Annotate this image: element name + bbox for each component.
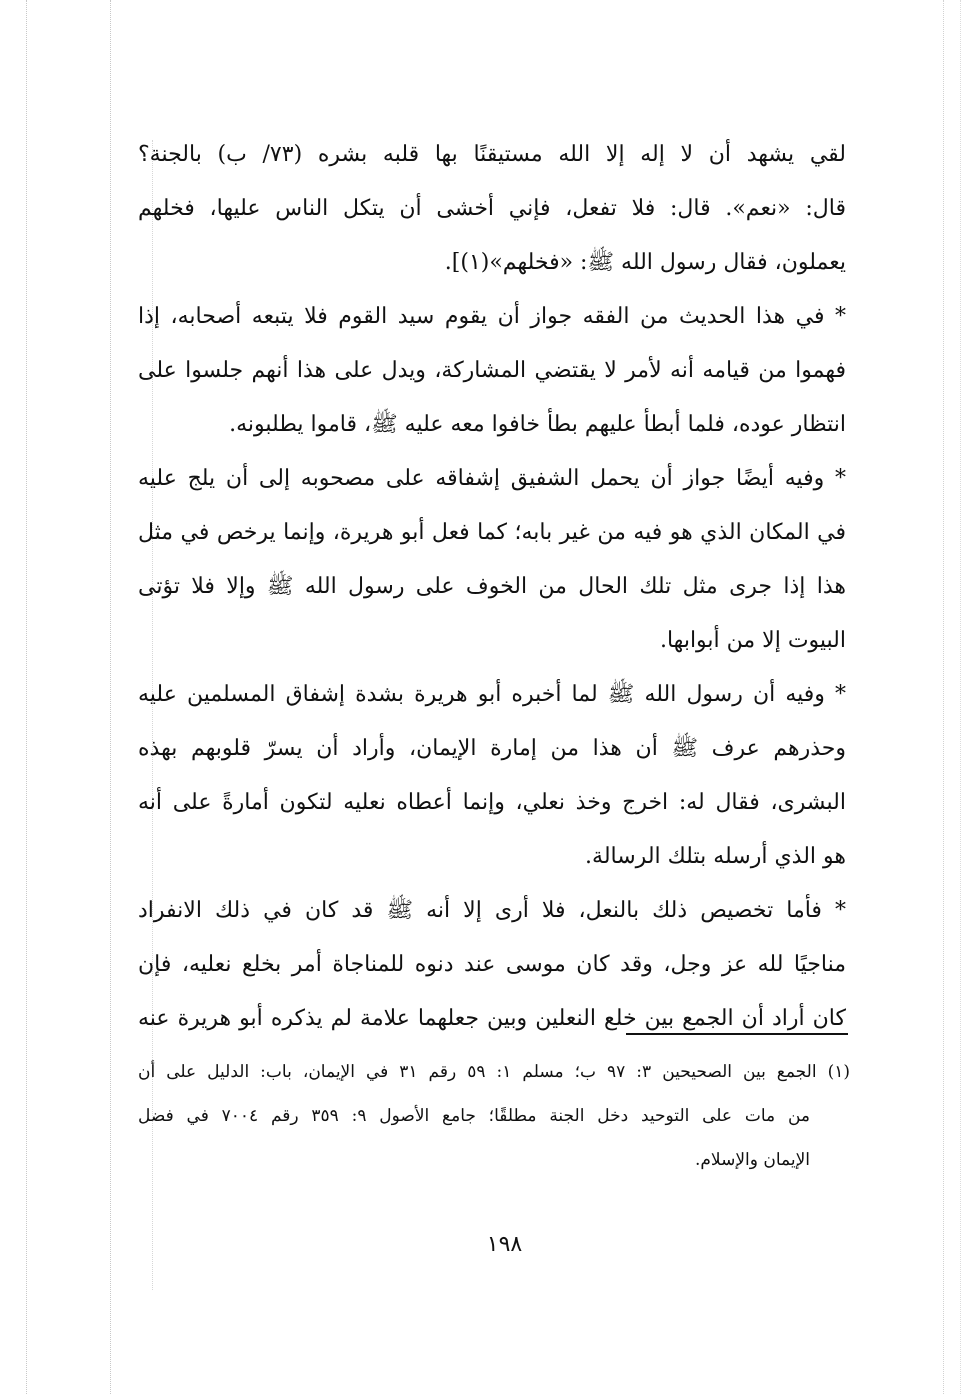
text-line: فهموا من قيامه أنه لأمر لا يقتضي المشاركة، ويدل على هذا أنهم جلسوا على [138, 358, 846, 383]
paragraph-start-line: * وفيه أيضًا جواز أن يحمل الشفيق إشفاقه على مصحوبه إلى أن يلج عليه [138, 466, 846, 491]
footnotes [138, 1050, 850, 1182]
footnote-line: الإيمان والإسلام. [695, 1150, 810, 1170]
text-line: يعملون، فقال رسول الله ﷺ: «فخلهم»(١)]. [444, 250, 846, 275]
text-line: مناجيًا لله عز وجل، وقد كان موسى عند دنوه للمناجاة أمر بخلع نعليه، فإن [138, 952, 847, 977]
scan-artifact-line [110, 0, 111, 1394]
text-line: كان أراد أن الجمع بين خلع النعلين وبين جعلهما علامة لم يذكره أبو هريرة عنه [138, 1006, 846, 1031]
footnote-line: (١) الجمع بين الصحيحين ٣: ٩٧ ب؛ مسلم ١: ٥٩ رقم ٣١ في الإيمان، باب: الدليل على أن [138, 1062, 850, 1082]
footnote-line: من مات على التوحيد دخل الجنة مطلقًا؛ جامع الأصول ٩: ٣٥٩ رقم ٧٠٠٤ في فضل [138, 1106, 810, 1126]
scan-artifact-line [960, 0, 961, 1394]
paragraph-start-line: * فأما تخصيص ذلك بالنعل، فلا أرى إلا أنه ﷺ قد كان في ذلك الانفراد [138, 898, 846, 923]
paragraph-start-line: * وفيه أن رسول الله ﷺ لما أخبره أبو هريرة بشدة إشفاق المسلمين عليه [138, 682, 847, 707]
text-line: البشرى، فقال له: اخرج وخذ نعلي، وإنما أعطاه نعليه لتكون أمارةً على أنه [138, 790, 846, 815]
text-line: لقي يشهد أن لا إله إلا الله مستيقنًا بها قلبه بشره (٧٣/ ب) بالجنة؟ [138, 142, 846, 167]
text-line: انتظار عوده، فلما أبطأ عليهم بطأ خافوا معه عليه ﷺ، قاموا يطلبونه. [229, 412, 846, 437]
paragraph-start-line: * في هذا الحديث من الفقه جواز أن يقوم سيد القوم فلا يتبعه أصحابه، إذا [138, 304, 846, 329]
text-line: قال: «نعم». قال: فلا تفعل، فإني أخشى أن يتكل الناس عليها، فخلهم [138, 196, 847, 221]
text-line: وحذرهم عرف ﷺ أن هذا من إمارة الإيمان، وأراد أن يسرّ قلوبهم بهذه [138, 736, 846, 761]
footnote-separator [626, 1033, 848, 1035]
scan-artifact-line [943, 0, 944, 1394]
text-line: هو الذي أرسله بتلك الرسالة. [585, 844, 846, 869]
main-text [138, 128, 846, 1046]
scan-artifact-line [26, 0, 27, 1394]
text-line: البيوت إلا من أبوابها. [659, 628, 846, 653]
page-number: ١٩٨ [486, 1232, 523, 1257]
text-line: في المكان الذي هو فيه من غير بابه؛ كما فعل أبو هريرة، وإنما يرخص في مثل [138, 520, 846, 545]
text-line: هذا إذا جرى مثل تلك الحال من الخوف على رسول الله ﷺ وإلا فلا تؤتى [138, 574, 846, 599]
